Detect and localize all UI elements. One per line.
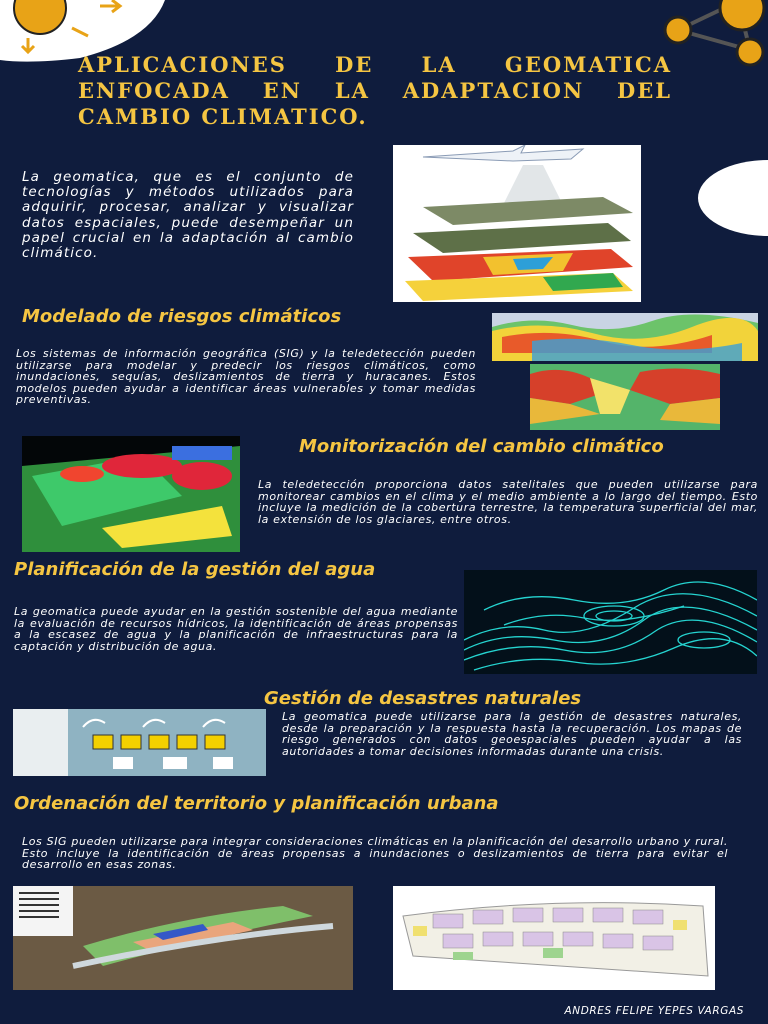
author-name: ANDRES FELIPE YEPES VARGAS	[564, 1005, 744, 1017]
risk-map-image-2	[530, 364, 720, 430]
section-body-disasters: La geomatica puede utilizarse para la gestión de desastres naturales, desde la preparación y la respuesta hasta la recuperación. Los mapas de riesgo generados con datos geoespaciales pueden ayudar a las autoridades a tomar decisiones informadas durante una crisis.	[282, 710, 742, 758]
section-body-risk: Los sistemas de información geográfica (SIG) y la teledetección pueden utilizarse para modelar y predecir los riesgos climáticos, como inundaciones, sequías, deslizamientos de tierra y huracanes. Estos modelos pueden ayudar a identificar áreas vulnerables y tomar medidas preventivas.	[16, 347, 476, 406]
section-heading-disasters: Gestión de desastres naturales	[264, 688, 582, 709]
section-heading-risk: Modelado de riesgos climáticos	[22, 306, 342, 327]
disaster-icons-image	[13, 709, 266, 776]
layers-image	[393, 145, 641, 302]
section-body-urban: Los SIG pueden utilizarse para integrar consideraciones climáticas en la planificación del desarrollo urbano y rural. Esto incluye la identificación de áreas propensas a inundaciones o deslizamientos de tierra para evitar el desarrollo en esas zonas.	[22, 835, 728, 871]
monitoring-3d-image	[22, 436, 240, 552]
urban-plan-aerial-image	[13, 886, 353, 990]
urban-plan-map-image	[393, 886, 715, 990]
section-heading-monitoring: Monitorización del cambio climático	[299, 436, 664, 457]
section-body-water: La geomatica puede ayudar en la gestión sostenible del agua mediante la evaluación de recursos hídricos, la identificación de áreas propensas a la escasez de agua y la planificación de infraestructuras para la captación y distribución de agua.	[14, 605, 458, 653]
risk-map-image-1	[492, 313, 758, 361]
section-heading-water: Planificación de la gestión del agua	[14, 559, 376, 580]
intro-text: La geomatica, que es el conjunto de tecnologías y métodos utilizados para adquirir, procesar, analizar y visualizar datos espaciales, puede desempeñar un papel crucial en la adaptación al cambio climático.	[22, 169, 354, 262]
section-heading-urban: Ordenación del territorio y planificación urbana	[14, 793, 499, 814]
page-title: APLICACIONES DE LA GEOMATICA ENFOCADA EN LA ADAPTACION DEL CAMBIO CLIMATICO.	[78, 52, 672, 129]
water-contour-image	[464, 570, 757, 674]
section-body-monitoring: La teledetección proporciona datos satelitales que pueden utilizarse para monitorear cambios en el clima y el medio ambiente a lo largo del tiempo. Esto incluye la medición de la cobertura terrestre, la temperatura superficial del mar, la extensión de los glaciares, entre otros.	[258, 478, 758, 526]
decor-right-half-circle	[698, 160, 768, 236]
